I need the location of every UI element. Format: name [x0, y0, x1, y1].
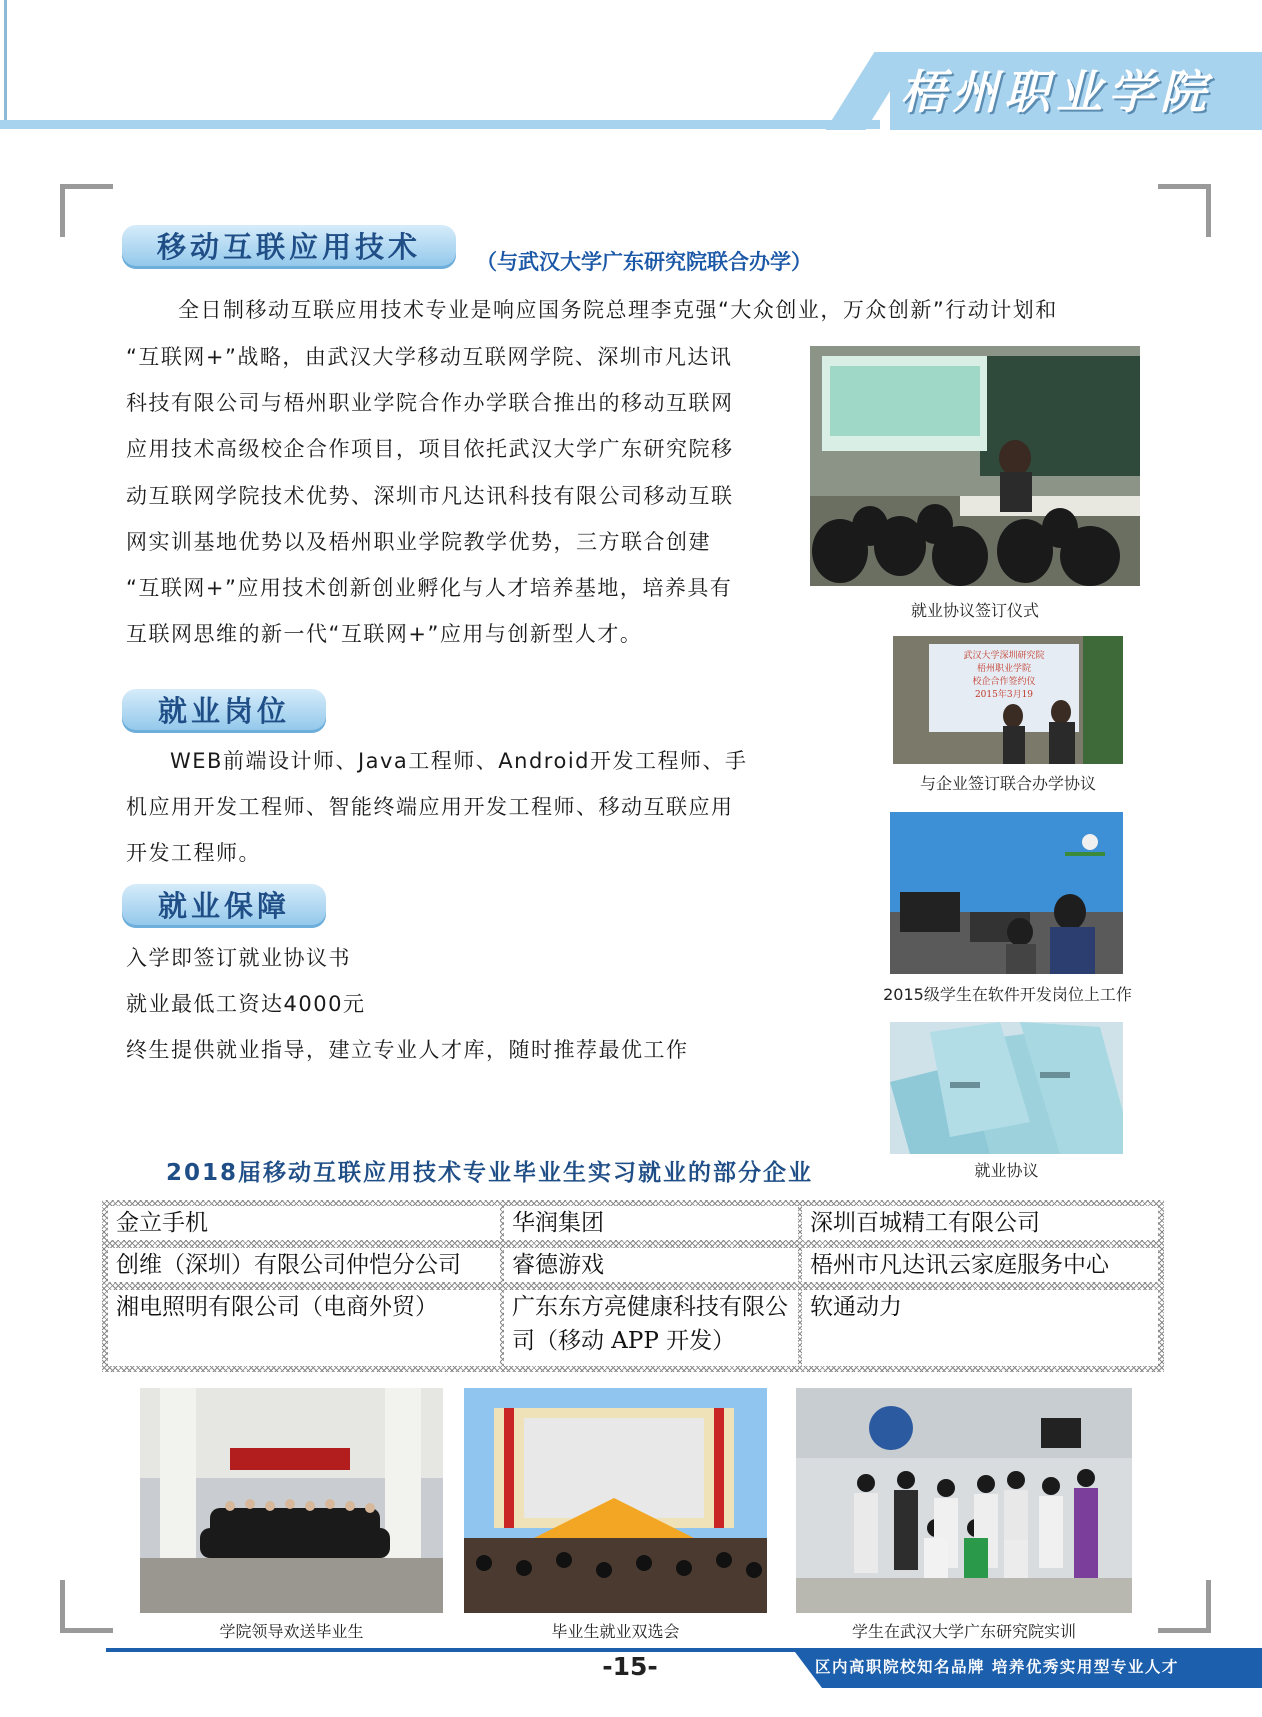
company-cell: 睿德游戏	[504, 1248, 798, 1282]
guarantee-line-1: 入学即签订就业协议书	[126, 946, 351, 970]
photo-signing-ceremony	[810, 346, 1140, 586]
photo-students-working	[890, 812, 1123, 974]
corner-mark-top-right	[1158, 184, 1211, 237]
section-subtitle: （与武汉大学广东研究院联合办学）	[476, 250, 812, 274]
page-edge-line	[4, 0, 7, 124]
intro-line-8: 互联网思维的新一代“互联网+”应用与创新型人才。	[126, 622, 643, 646]
intro-line-3: 科技有限公司与梧州职业学院合作办学联合推出的移动互联网	[126, 391, 734, 415]
footer-slogan: 区内高职院校知名品牌 培养优秀实用型专业人才	[815, 1658, 1179, 1676]
jobs-line-1: WEB前端设计师、Java工程师、Android开发工程师、手	[170, 749, 748, 773]
banner-text-4: 2015年3月19	[974, 690, 1034, 700]
section-heading-jobs: 就业岗位	[122, 689, 326, 733]
photo-training-wuhan	[796, 1388, 1132, 1613]
intro-line-6: 网实训基地优势以及梧州职业学院教学优势，三方联合创建	[126, 530, 711, 554]
caption-employment-agreements: 就业协议	[974, 1161, 1039, 1180]
section-heading-major: 移动互联应用技术	[122, 225, 456, 269]
banner-text-3: 校企合作签约仪	[972, 677, 1036, 687]
companies-title: 2018届移动互联应用技术专业毕业生实习就业的部分企业	[166, 1160, 814, 1186]
header-band	[0, 120, 880, 129]
caption-signing-ceremony: 就业协议签订仪式	[910, 601, 1039, 620]
jobs-line-3: 开发工程师。	[126, 841, 261, 865]
guarantee-line-3: 终生提供就业指导，建立专业人才库，随时推荐最优工作	[126, 1038, 689, 1062]
company-cell: 湘电照明有限公司（电商外贸）	[108, 1290, 500, 1366]
photo-job-fair	[464, 1388, 767, 1613]
company-cell: 广东东方亮健康科技有限公司（移动 APP 开发）	[504, 1290, 798, 1366]
caption-agreement-signing: 与企业签订联合办学协议	[919, 774, 1096, 793]
school-name: 梧州职业学院	[900, 65, 1212, 119]
banner-text-2: 梧州职业学院	[976, 664, 1031, 674]
guarantee-line-2: 就业最低工资达4000元	[126, 992, 366, 1016]
photo-employment-agreements	[890, 1022, 1123, 1154]
photo-agreement-signing	[893, 636, 1123, 764]
intro-line-7: “互联网+”应用技术创新创业孵化与人才培养基地，培养具有	[126, 576, 733, 600]
section-heading-guarantee: 就业保障	[122, 884, 326, 928]
corner-mark-bottom-right	[1158, 1580, 1211, 1633]
company-cell: 金立手机	[108, 1206, 500, 1240]
jobs-line-2: 机应用开发工程师、智能终端应用开发工程师、移动互联应用	[126, 795, 734, 819]
photo-farewell-graduates	[140, 1388, 443, 1613]
company-cell: 梧州市凡达讯云家庭服务中心	[802, 1248, 1158, 1282]
banner-text-1: 武汉大学深圳研究院	[963, 651, 1045, 661]
companies-table	[102, 1200, 1164, 1372]
corner-mark-top-left	[60, 184, 113, 237]
caption-job-fair: 毕业生就业双选会	[551, 1622, 680, 1641]
caption-farewell-graduates: 学院领导欢送毕业生	[219, 1622, 364, 1641]
caption-training-wuhan: 学生在武汉大学广东研究院实训	[851, 1622, 1076, 1641]
company-cell: 华润集团	[504, 1206, 798, 1240]
intro-line-4: 应用技术高级校企合作项目，项目依托武汉大学广东研究院移	[126, 437, 734, 461]
intro-line-5: 动互联网学院技术优势、深圳市凡达讯科技有限公司移动互联	[126, 484, 734, 508]
caption-students-working: 2015级学生在软件开发岗位上工作	[883, 985, 1132, 1004]
corner-mark-bottom-left	[60, 1580, 113, 1633]
intro-line-2: “互联网+”战略，由武汉大学移动互联网学院、深圳市凡达讯	[126, 345, 733, 369]
intro-line-1: 全日制移动互联应用技术专业是响应国务院总理李克强“大众创业，万众创新”行动计划和	[178, 298, 1058, 322]
page-number: -15-	[602, 1652, 658, 1681]
company-cell: 软通动力	[802, 1290, 1158, 1366]
company-cell: 深圳百城精工有限公司	[802, 1206, 1158, 1240]
company-cell: 创维（深圳）有限公司仲恺分公司	[108, 1248, 500, 1282]
